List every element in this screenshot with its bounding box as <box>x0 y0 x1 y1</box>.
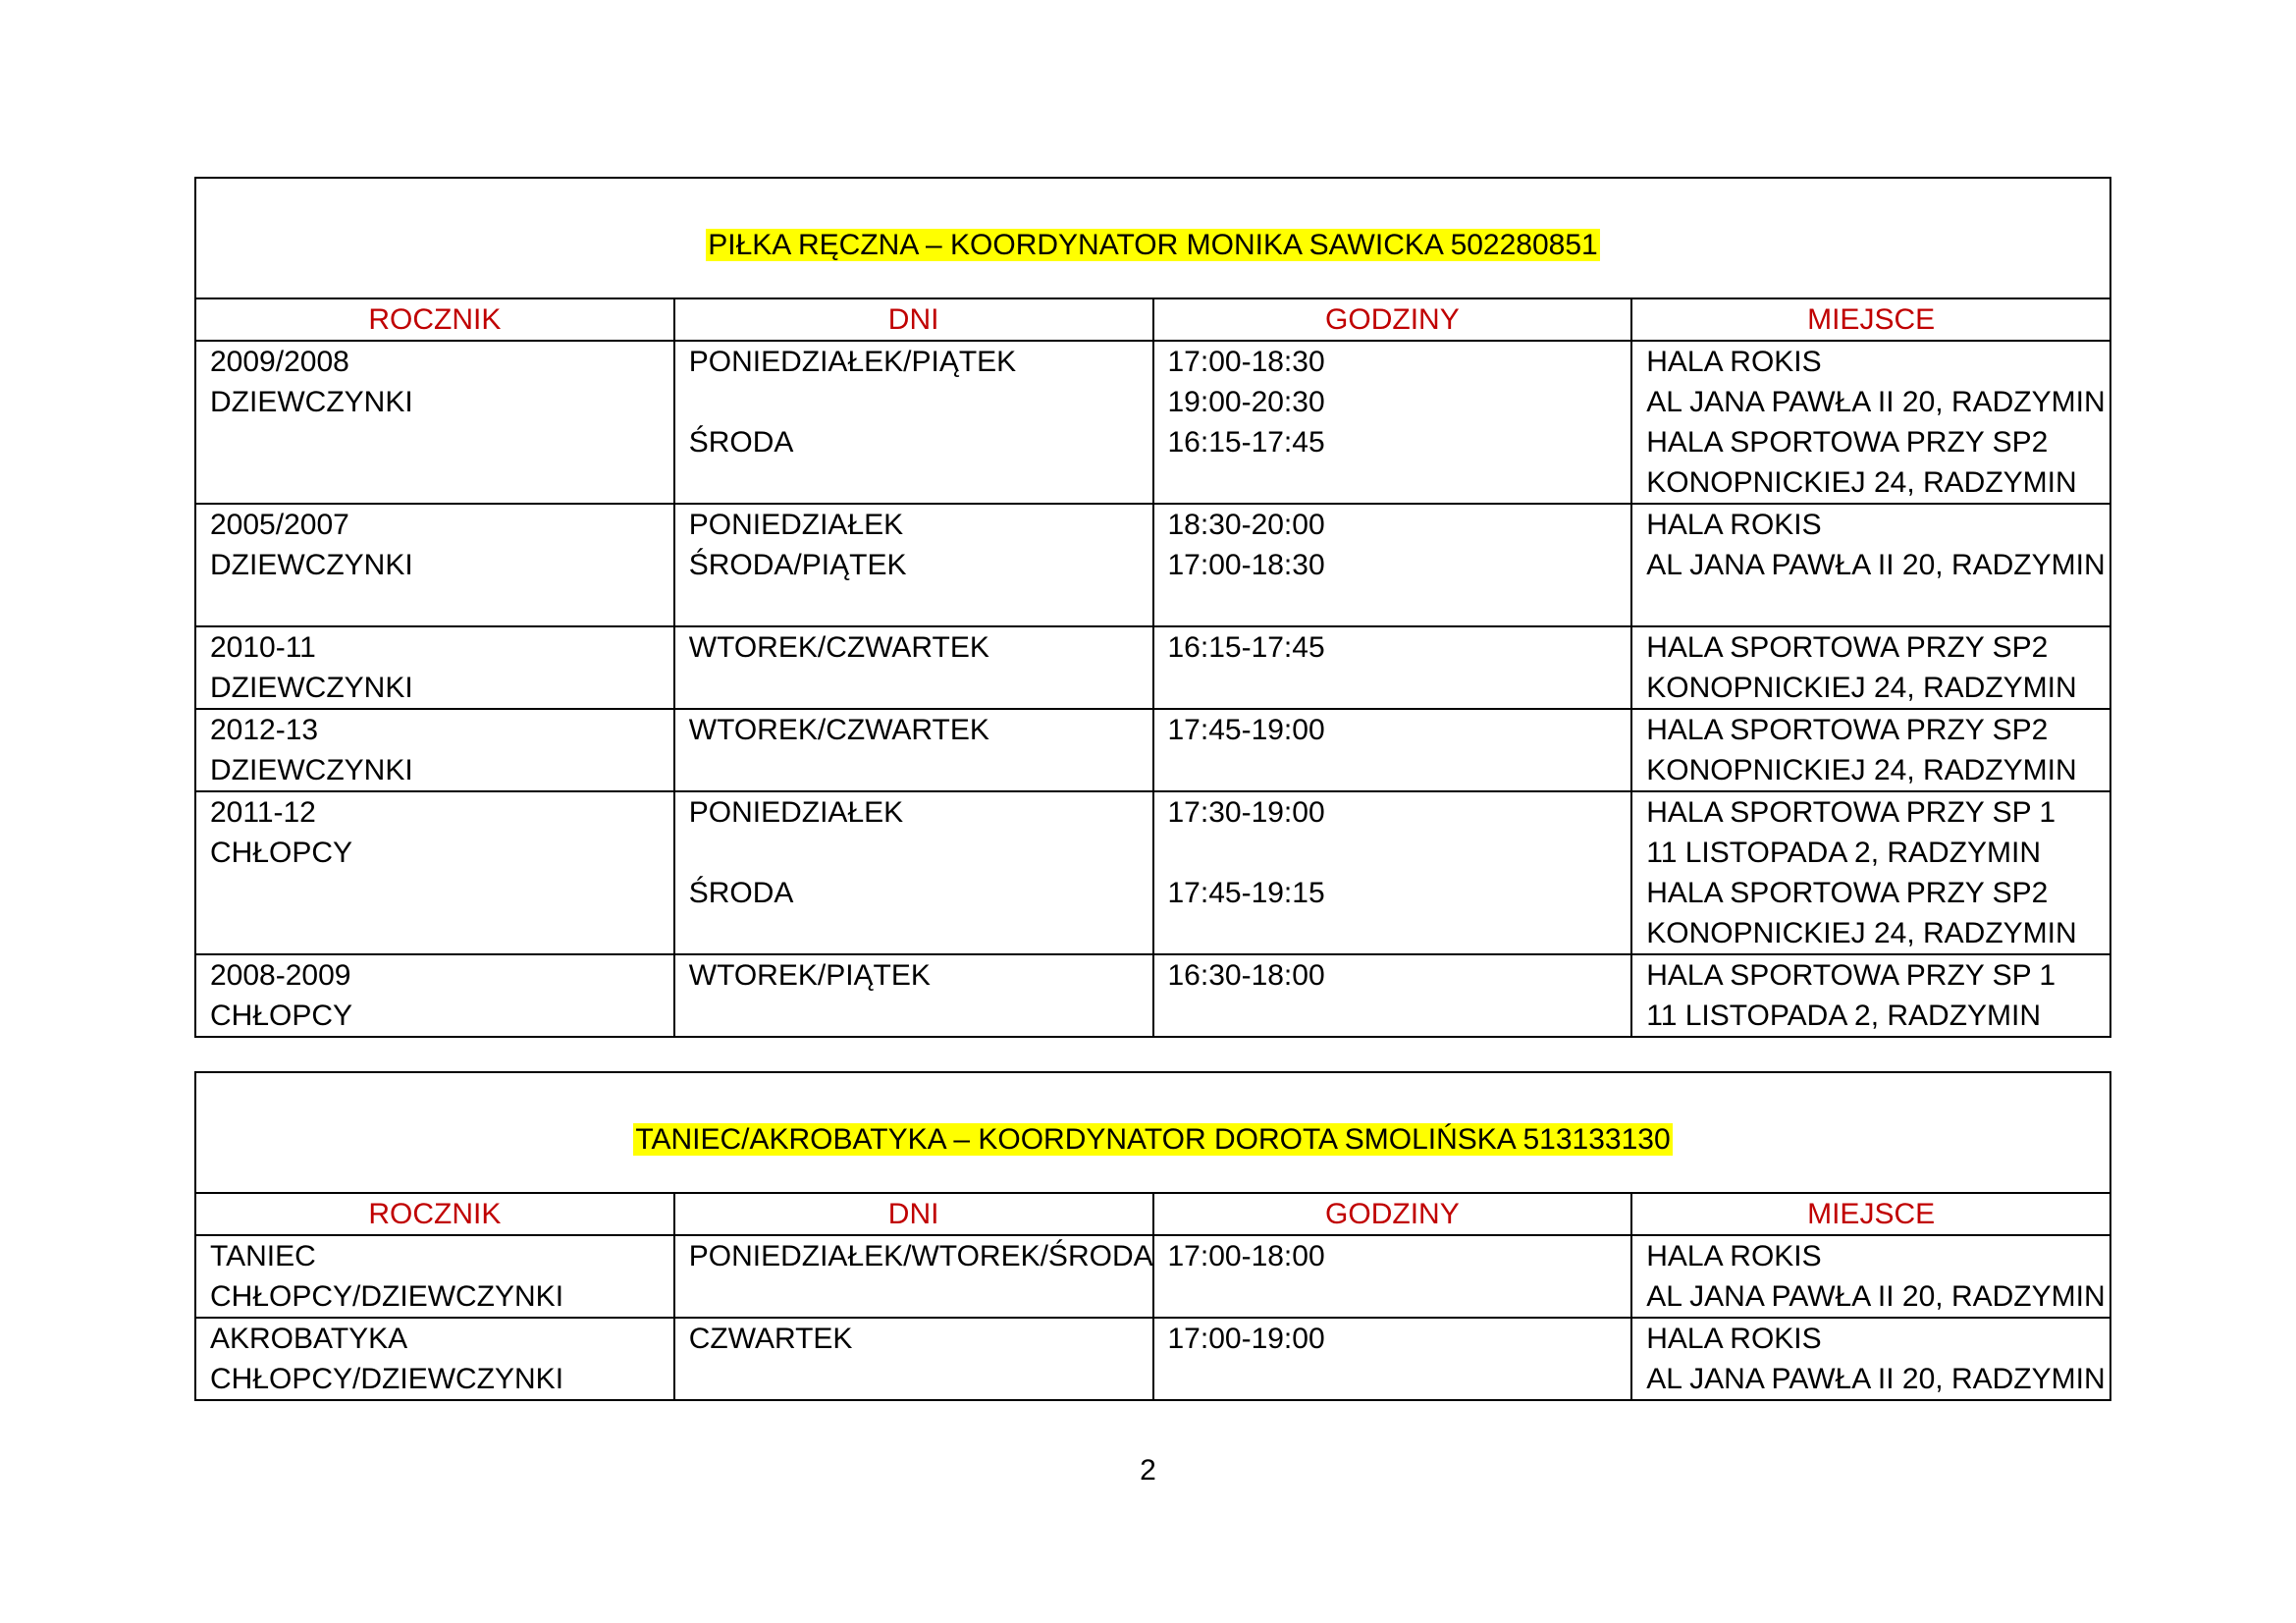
cell-dni <box>674 504 1153 626</box>
table-title-row <box>195 1072 2110 1193</box>
cell-line <box>1168 462 1618 503</box>
cell-line: 16:30-18:00 <box>1167 959 1325 992</box>
cell-dni <box>674 954 1153 1037</box>
cell-line: HALA ROKIS <box>1646 1323 1822 1355</box>
cell-rocznik <box>195 1318 674 1400</box>
cell-dni <box>674 626 1153 709</box>
cell-line <box>210 585 660 625</box>
dance-acrobatics-schedule-table <box>194 1071 2111 1401</box>
cell-miejsce <box>1631 341 2110 504</box>
cell-dni <box>674 709 1153 791</box>
cell-rocznik <box>195 709 674 791</box>
header-godziny: GODZINY <box>1153 1193 1632 1235</box>
table-row <box>195 954 2110 1037</box>
cell-miejsce <box>1631 791 2110 954</box>
table-body <box>195 1072 2110 1400</box>
cell-godziny <box>1153 709 1632 791</box>
table-title: PIŁKA RĘCZNA – KOORDYNATOR MONIKA SAWICKA 502280851 <box>708 229 1598 261</box>
cell-line <box>689 382 1139 422</box>
table-header-row <box>195 1193 2110 1235</box>
cell-line: HALA SPORTOWA PRZY SP2 <box>1646 714 2049 746</box>
table-title-row <box>195 178 2110 298</box>
header-dni: DNI <box>674 1193 1153 1235</box>
header-rocznik: ROCZNIK <box>195 1193 674 1235</box>
cell-line: PONIEDZIAŁEK/WTOREK/ŚRODA <box>688 1240 1153 1272</box>
cell-line: AL JANA PAWŁA II 20, RADZYMIN <box>1646 549 2106 581</box>
cell-line: 17:00-18:30 <box>1167 346 1325 378</box>
cell-rocznik <box>195 341 674 504</box>
cell-line <box>689 913 1139 953</box>
cell-rocznik <box>195 504 674 626</box>
table-title: TANIEC/AKROBATYKA – KOORDYNATOR DOROTA SMOLIŃSKA 513133130 <box>635 1123 1671 1156</box>
cell-line: 17:45-19:15 <box>1167 877 1325 909</box>
table-row <box>195 1318 2110 1400</box>
cell-line: 16:15-17:45 <box>1167 426 1325 459</box>
cell-line <box>1168 913 1618 953</box>
table-row <box>195 791 2110 954</box>
cell-line: CHŁOPCY <box>210 837 353 869</box>
cell-line: 17:00-19:00 <box>1167 1323 1325 1355</box>
cell-line: CHŁOPCY/DZIEWCZYNKI <box>210 1280 564 1313</box>
cell-line: CHŁOPCY <box>210 1000 353 1032</box>
cell-line: 2011-12 <box>210 796 316 829</box>
cell-line <box>210 462 660 503</box>
cell-rocznik <box>195 791 674 954</box>
cell-line: HALA SPORTOWA PRZY SP2 <box>1646 426 2049 459</box>
cell-line: 11 LISTOPADA 2, RADZYMIN <box>1646 837 2042 869</box>
header-dni: DNI <box>674 298 1153 341</box>
cell-godziny <box>1153 504 1632 626</box>
cell-line <box>1168 668 1618 708</box>
cell-line: DZIEWCZYNKI <box>210 754 413 786</box>
cell-line: 11 LISTOPADA 2, RADZYMIN <box>1646 1000 2042 1032</box>
cell-miejsce <box>1631 504 2110 626</box>
cell-line: CZWARTEK <box>688 1323 853 1355</box>
cell-dni <box>674 1235 1153 1318</box>
cell-miejsce <box>1631 1235 2110 1318</box>
cell-line <box>1168 996 1618 1036</box>
cell-line: HALA ROKIS <box>1646 346 1822 378</box>
table-row <box>195 626 2110 709</box>
cell-line <box>689 996 1139 1036</box>
cell-line: CHŁOPCY/DZIEWCZYNKI <box>210 1363 564 1395</box>
cell-line: TANIEC <box>210 1240 316 1272</box>
cell-godziny <box>1153 341 1632 504</box>
cell-line: ŚRODA/PIĄTEK <box>688 549 907 581</box>
cell-line: DZIEWCZYNKI <box>210 549 413 581</box>
cell-line: 17:30-19:00 <box>1167 796 1325 829</box>
cell-line: HALA SPORTOWA PRZY SP 1 <box>1646 959 2056 992</box>
cell-miejsce <box>1631 709 2110 791</box>
cell-dni <box>674 791 1153 954</box>
cell-line: HALA ROKIS <box>1646 509 1822 541</box>
cell-line: 17:00-18:00 <box>1167 1240 1325 1272</box>
table-row <box>195 504 2110 626</box>
header-godziny: GODZINY <box>1153 298 1632 341</box>
cell-line <box>1168 833 1618 873</box>
handball-schedule-table <box>194 177 2111 1038</box>
table-header-row <box>195 298 2110 341</box>
cell-line <box>689 462 1139 503</box>
cell-line: PONIEDZIAŁEK/PIĄTEK <box>688 346 1017 378</box>
cell-line: 19:00-20:30 <box>1167 386 1325 418</box>
cell-line: KONOPNICKIEJ 24, RADZYMIN <box>1646 917 2077 949</box>
cell-miejsce <box>1631 1318 2110 1400</box>
cell-line: KONOPNICKIEJ 24, RADZYMIN <box>1646 466 2077 499</box>
header-miejsce: MIEJSCE <box>1631 298 2110 341</box>
cell-line: DZIEWCZYNKI <box>210 386 413 418</box>
cell-line: ŚRODA <box>688 877 794 909</box>
cell-line: ŚRODA <box>688 426 794 459</box>
cell-line <box>1168 585 1618 625</box>
cell-line: DZIEWCZYNKI <box>210 672 413 704</box>
cell-line: HALA SPORTOWA PRZY SP 1 <box>1646 796 2056 829</box>
cell-dni <box>674 1318 1153 1400</box>
cell-line: 17:45-19:00 <box>1167 714 1325 746</box>
cell-line: AL JANA PAWŁA II 20, RADZYMIN <box>1646 386 2106 418</box>
cell-line: 18:30-20:00 <box>1167 509 1325 541</box>
cell-godziny <box>1153 954 1632 1037</box>
cell-line: KONOPNICKIEJ 24, RADZYMIN <box>1646 754 2077 786</box>
cell-line <box>1168 1359 1618 1399</box>
cell-godziny <box>1153 791 1632 954</box>
cell-line: 17:00-18:30 <box>1167 549 1325 581</box>
header-rocznik: ROCZNIK <box>195 298 674 341</box>
cell-line <box>1646 585 2096 625</box>
header-miejsce: MIEJSCE <box>1631 1193 2110 1235</box>
table-title-cell <box>195 178 2110 298</box>
cell-line: KONOPNICKIEJ 24, RADZYMIN <box>1646 672 2077 704</box>
cell-godziny <box>1153 1318 1632 1400</box>
cell-line <box>689 1359 1139 1399</box>
cell-line: 2010-11 <box>210 631 316 664</box>
cell-miejsce <box>1631 626 2110 709</box>
cell-line <box>689 750 1139 790</box>
cell-line <box>689 1276 1139 1317</box>
cell-line: 2012-13 <box>210 714 319 746</box>
cell-line: HALA ROKIS <box>1646 1240 1822 1272</box>
cell-line: 16:15-17:45 <box>1167 631 1325 664</box>
cell-line: AKROBATYKA <box>210 1323 408 1355</box>
cell-line: WTOREK/CZWARTEK <box>688 714 989 746</box>
cell-rocznik <box>195 954 674 1037</box>
cell-miejsce <box>1631 954 2110 1037</box>
cell-line: PONIEDZIAŁEK <box>688 796 904 829</box>
cell-line: HALA SPORTOWA PRZY SP2 <box>1646 631 2049 664</box>
cell-line: WTOREK/PIĄTEK <box>688 959 931 992</box>
cell-line <box>689 668 1139 708</box>
cell-dni <box>674 341 1153 504</box>
cell-line: AL JANA PAWŁA II 20, RADZYMIN <box>1646 1280 2106 1313</box>
cell-line: 2005/2007 <box>210 509 349 541</box>
cell-line <box>689 833 1139 873</box>
cell-line: 2009/2008 <box>210 346 349 378</box>
cell-line: HALA SPORTOWA PRZY SP2 <box>1646 877 2049 909</box>
table-body <box>195 178 2110 1037</box>
page-number: 2 <box>1140 1454 1156 1487</box>
cell-rocznik <box>195 1235 674 1318</box>
cell-line: AL JANA PAWŁA II 20, RADZYMIN <box>1646 1363 2106 1395</box>
table-title-cell <box>195 1072 2110 1193</box>
table-row <box>195 1235 2110 1318</box>
cell-line: 2008-2009 <box>210 959 351 992</box>
cell-line <box>210 873 660 913</box>
cell-line: PONIEDZIAŁEK <box>688 509 904 541</box>
cell-rocznik <box>195 626 674 709</box>
table-row <box>195 709 2110 791</box>
cell-line <box>210 422 660 462</box>
cell-line <box>210 913 660 953</box>
cell-line <box>1168 1276 1618 1317</box>
cell-godziny <box>1153 626 1632 709</box>
cell-line <box>1168 750 1618 790</box>
cell-godziny <box>1153 1235 1632 1318</box>
table-row <box>195 341 2110 504</box>
cell-line <box>689 585 1139 625</box>
cell-line: WTOREK/CZWARTEK <box>688 631 989 664</box>
